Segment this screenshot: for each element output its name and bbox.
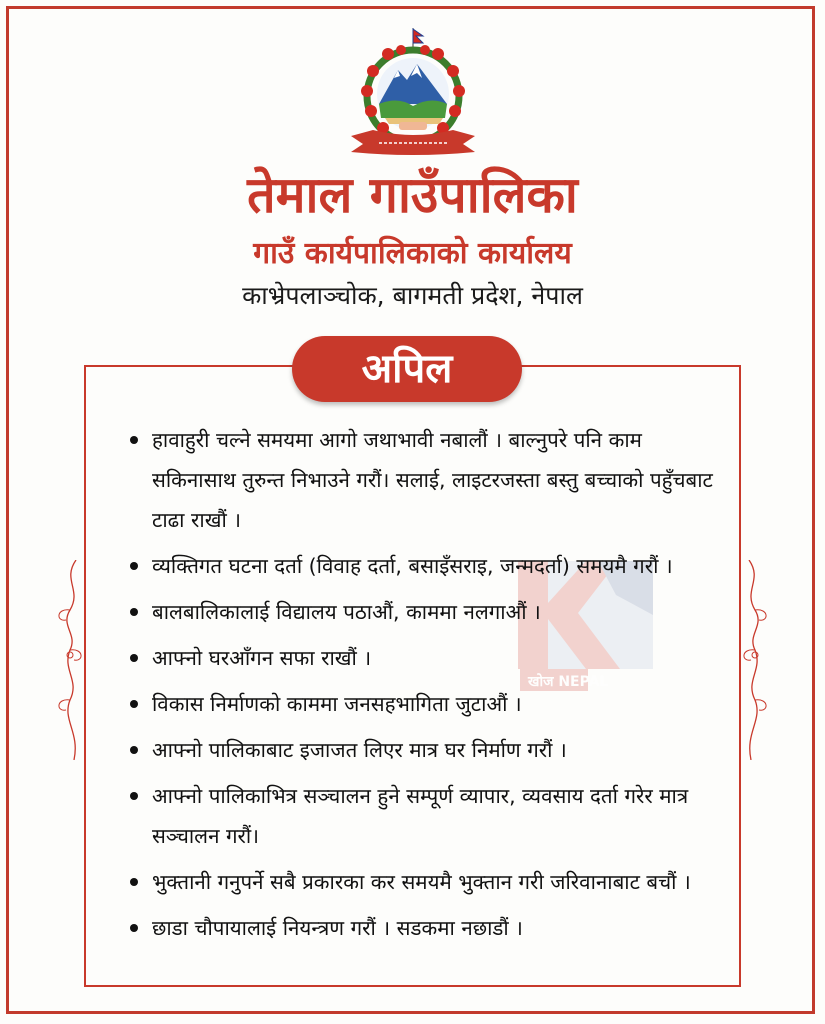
office-subtitle: गाउँ कार्यपालिकाको कार्यालय xyxy=(253,236,572,271)
list-item: छाडा चौपायालाई नियन्त्रण गरौं । सडकमा नछाडौं । xyxy=(125,908,725,948)
list-item: भुक्तानी गनुपर्ने सबै प्रकारका कर समयमै भुक्तान गरी जरिवानाबाट बचौं । xyxy=(125,862,725,902)
right-flourish-icon xyxy=(737,560,773,760)
appeal-list xyxy=(125,420,725,954)
list-item: हावाहुरी चल्ने समयमा आगो जथाभावी नबालौं । बाल्नुपरे पनि काम सकिनासाथ तुरुन्त निभाउने गरौं। सलाई, लाइटरजस्ता बस्तु बच्चाको पहुँचबाट टाढा राखौं । xyxy=(125,420,725,540)
left-flourish-icon xyxy=(52,560,88,760)
office-address: काभ्रेपलाञ्चोक, बागमती प्रदेश, नेपाल xyxy=(242,281,583,310)
nepal-government-emblem-icon xyxy=(343,26,483,158)
list-item: आफ्नो पालिकाबाट इजाजत लिएर मात्र घर निर्माण गरौं । xyxy=(125,730,725,770)
list-item: विकास निर्माणको काममा जनसहभागिता जुटाऔं । xyxy=(125,684,725,724)
list-item: आफ्नो पालिकाभित्र सञ्चालन हुने सम्पूर्ण व्यापार, व्यवसाय दर्ता गरेर मात्र सञ्चालन गरौं। xyxy=(125,776,725,856)
list-item: बालबालिकालाई विद्यालय पठाऔं, काममा नलगाऔं । xyxy=(125,592,725,632)
appeal-heading-badge: अपिल xyxy=(292,336,522,402)
municipality-title: तेमाल गाउँपालिका xyxy=(247,166,578,224)
list-item: व्यक्तिगत घटना दर्ता (विवाह दर्ता, बसाइँसराइ, जन्मदर्ता) समयमै गरौं । xyxy=(125,546,725,586)
list-item: आफ्नो घरआँगन सफा राखौं । xyxy=(125,638,725,678)
watermark-text: खोज NEPAL xyxy=(528,674,609,690)
